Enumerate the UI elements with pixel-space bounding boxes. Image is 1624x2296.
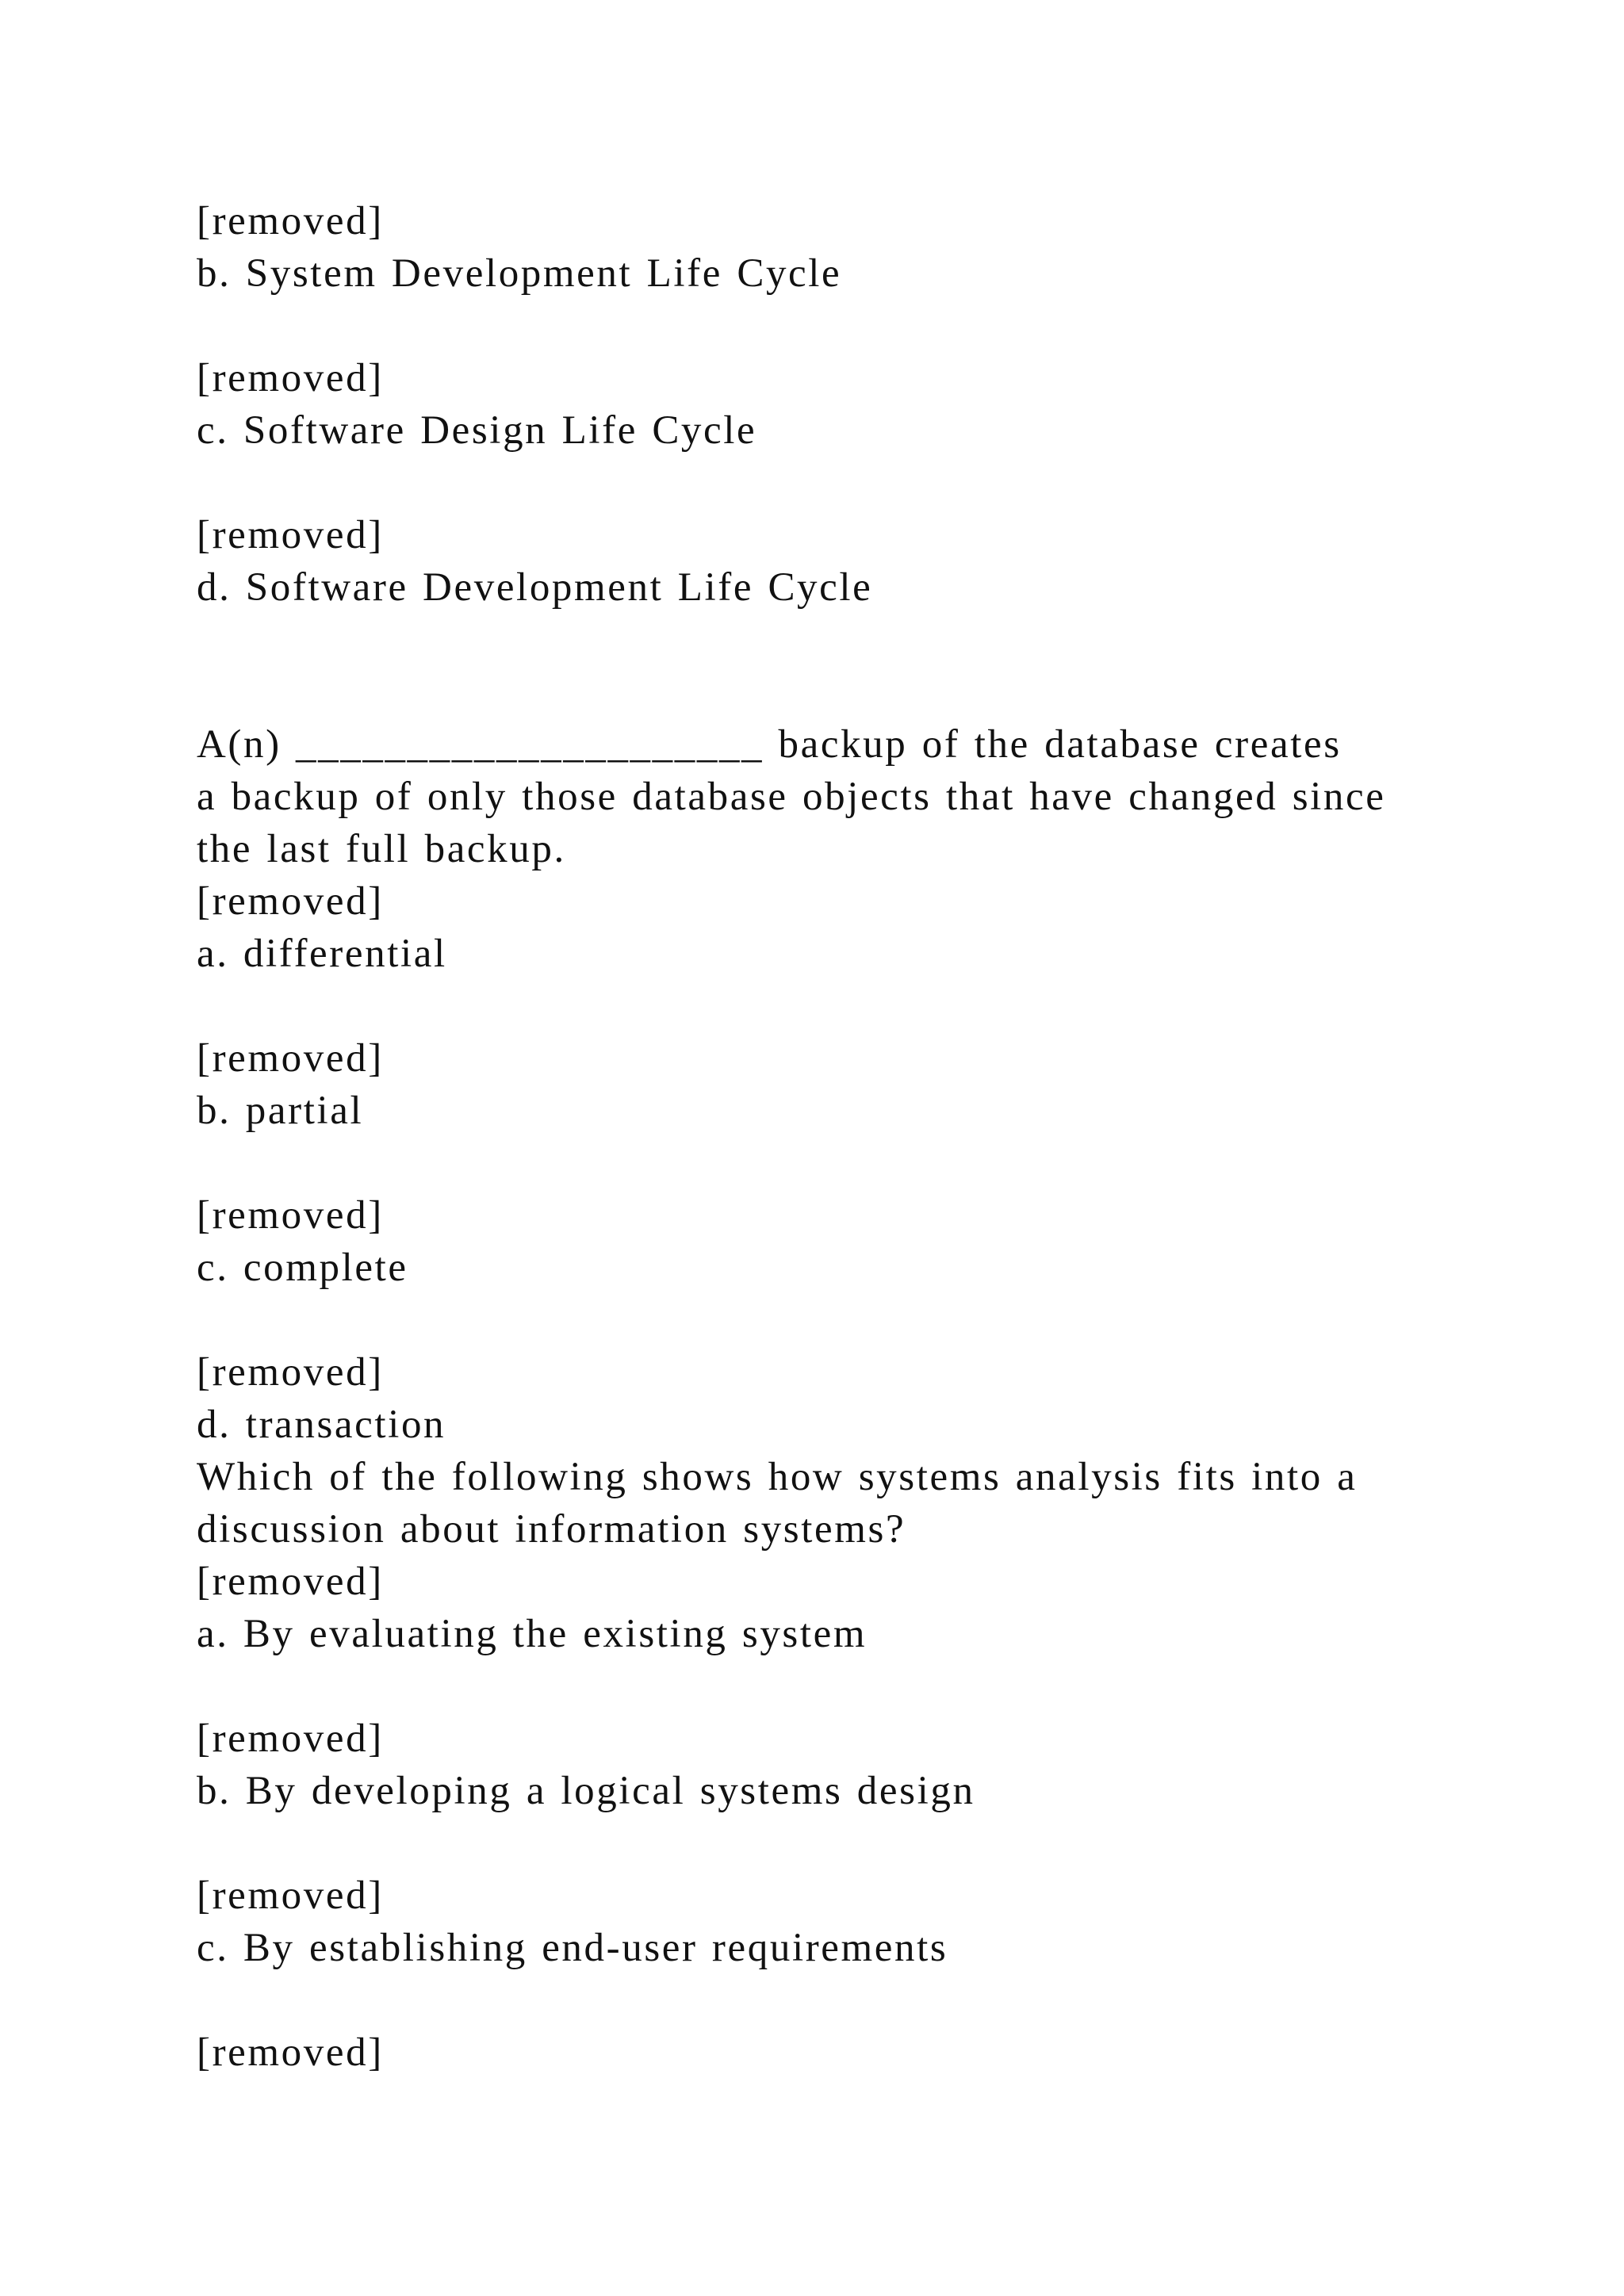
spacer — [197, 614, 1434, 718]
option-b-partial: b. partial — [197, 1089, 364, 1133]
question-backup-line-1: A(n) _____________________ backup of the database creates — [197, 722, 1342, 767]
removed-marker: [removed] — [197, 2030, 384, 2075]
removed-marker: [removed] — [197, 1350, 384, 1395]
option-a-evaluating-existing-system: a. By evaluating the existing system — [197, 1612, 868, 1656]
option-d-software-development-life-cycle: d. Software Development Life Cycle — [197, 565, 873, 610]
spacer — [197, 1137, 1434, 1189]
spacer — [197, 1817, 1434, 1869]
spacer — [197, 300, 1434, 352]
removed-marker: [removed] — [197, 513, 384, 557]
option-b-system-development-life-cycle: b. System Development Life Cycle — [197, 251, 842, 296]
option-a-differential: a. differential — [197, 932, 447, 976]
removed-marker: [removed] — [197, 356, 384, 400]
removed-marker: [removed] — [197, 879, 384, 924]
question-backup-line-3: the last full backup. — [197, 827, 566, 871]
spacer — [197, 1974, 1434, 2026]
option-c-end-user-requirements: c. By establishing end-user requirements — [197, 1926, 948, 1970]
spacer — [197, 980, 1434, 1032]
removed-marker: [removed] — [197, 1716, 384, 1761]
spacer — [197, 1660, 1434, 1712]
removed-marker: [removed] — [197, 199, 384, 243]
removed-marker: [removed] — [197, 1873, 384, 1918]
option-b-logical-systems-design: b. By developing a logical systems design — [197, 1769, 975, 1813]
option-c-software-design-life-cycle: c. Software Design Life Cycle — [197, 408, 757, 453]
removed-marker: [removed] — [197, 1559, 384, 1604]
spacer — [197, 1294, 1434, 1346]
question-systems-analysis-line-2: discussion about information systems? — [197, 1507, 906, 1552]
removed-marker: [removed] — [197, 1036, 384, 1081]
question-backup-line-2: a backup of only those database objects that have changed since — [197, 775, 1386, 819]
removed-marker: [removed] — [197, 1193, 384, 1238]
document-body — [197, 195, 1434, 2079]
spacer — [197, 457, 1434, 509]
option-c-complete: c. complete — [197, 1246, 408, 1290]
question-systems-analysis-line-1: Which of the following shows how systems analysis fits into a — [197, 1455, 1358, 1499]
option-d-transaction: d. transaction — [197, 1402, 446, 1447]
